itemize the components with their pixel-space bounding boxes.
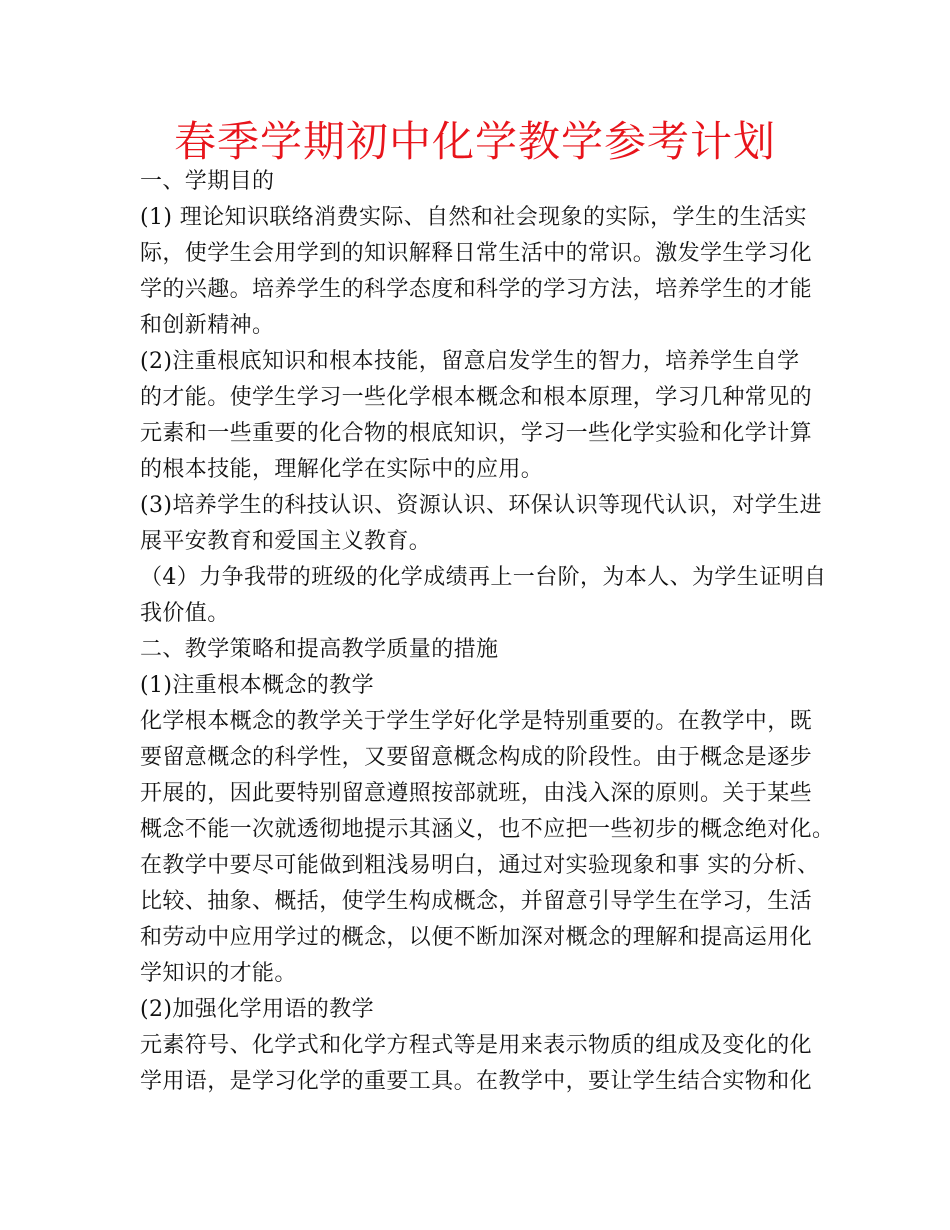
text-line: 概念不能一次就透彻地提示其涵义，也不应把一些初步的概念绝对化。 [140,817,835,842]
text-line: (3)培养学生的科技认识、资源认识、环保认识等现代认识，对学生进 [140,493,822,518]
text-line: 和创新精神。 [140,313,275,338]
text-line: 开展的，因此要特别留意遵照按部就班，由浅入深的原则。关于某些 [140,781,813,806]
text-line: (1)注重根本概念的教学 [140,673,374,698]
text-line: 学知识的才能。 [140,961,297,986]
text-line: 的才能。使学生学习一些化学根本概念和根本原理，学习几种常见的 [140,385,813,410]
text-line: 一、学期目的 [140,169,275,194]
text-line: 展平安教育和爱国主义教育。 [140,529,432,554]
text-line: (2)注重根底知识和根本技能，留意启发学生的智力，培养学生自学 [140,349,800,374]
text-line: 在教学中要尽可能做到粗浅易明白，通过对实验现象和事 实的分析、 [140,853,820,878]
text-line: 元素符号、化学式和化学方程式等是用来表示物质的组成及变化的化 [140,1033,813,1058]
text-line: (1) 理论知识联络消费实际、自然和社会现象的实际，学生的生活实 [140,205,807,230]
text-line: 元素和一些重要的化合物的根底知识，学习一些化学实验和化学计算 [140,421,813,446]
text-line: 际，使学生会用学到的知识解释日常生活中的常识。激发学生学习化 [140,241,813,266]
text-line: 学用语，是学习化学的重要工具。在教学中，要让学生结合实物和化 [140,1069,813,1094]
text-line: 化学根本概念的教学关于学生学好化学是特别重要的。在教学中，既 [140,709,813,734]
text-line: 学的兴趣。培养学生的科学态度和科学的学习方法，培养学生的才能 [140,277,813,302]
text-line: 要留意概念的科学性，又要留意概念构成的阶段性。由于概念是逐步 [140,745,813,770]
text-line: 比较、抽象、概括，使学生构成概念，并留意引导学生在学习，生活 [140,889,813,914]
text-line: （4）力争我带的班级的化学成绩再上一台阶，为本人、为学生证明自 [140,565,827,590]
text-line: 我价值。 [140,601,230,626]
text-line: 二、教学策略和提高教学质量的措施 [140,637,499,662]
document-body [140,164,835,1100]
text-line: (2)加强化学用语的教学 [140,997,374,1022]
text-line: 和劳动中应用学过的概念，以便不断加深对概念的理解和提高运用化 [140,925,813,950]
document-title: 春季学期初中化学教学参考计划 [173,117,776,166]
text-line: 的根本技能，理解化学在实际中的应用。 [140,457,544,482]
